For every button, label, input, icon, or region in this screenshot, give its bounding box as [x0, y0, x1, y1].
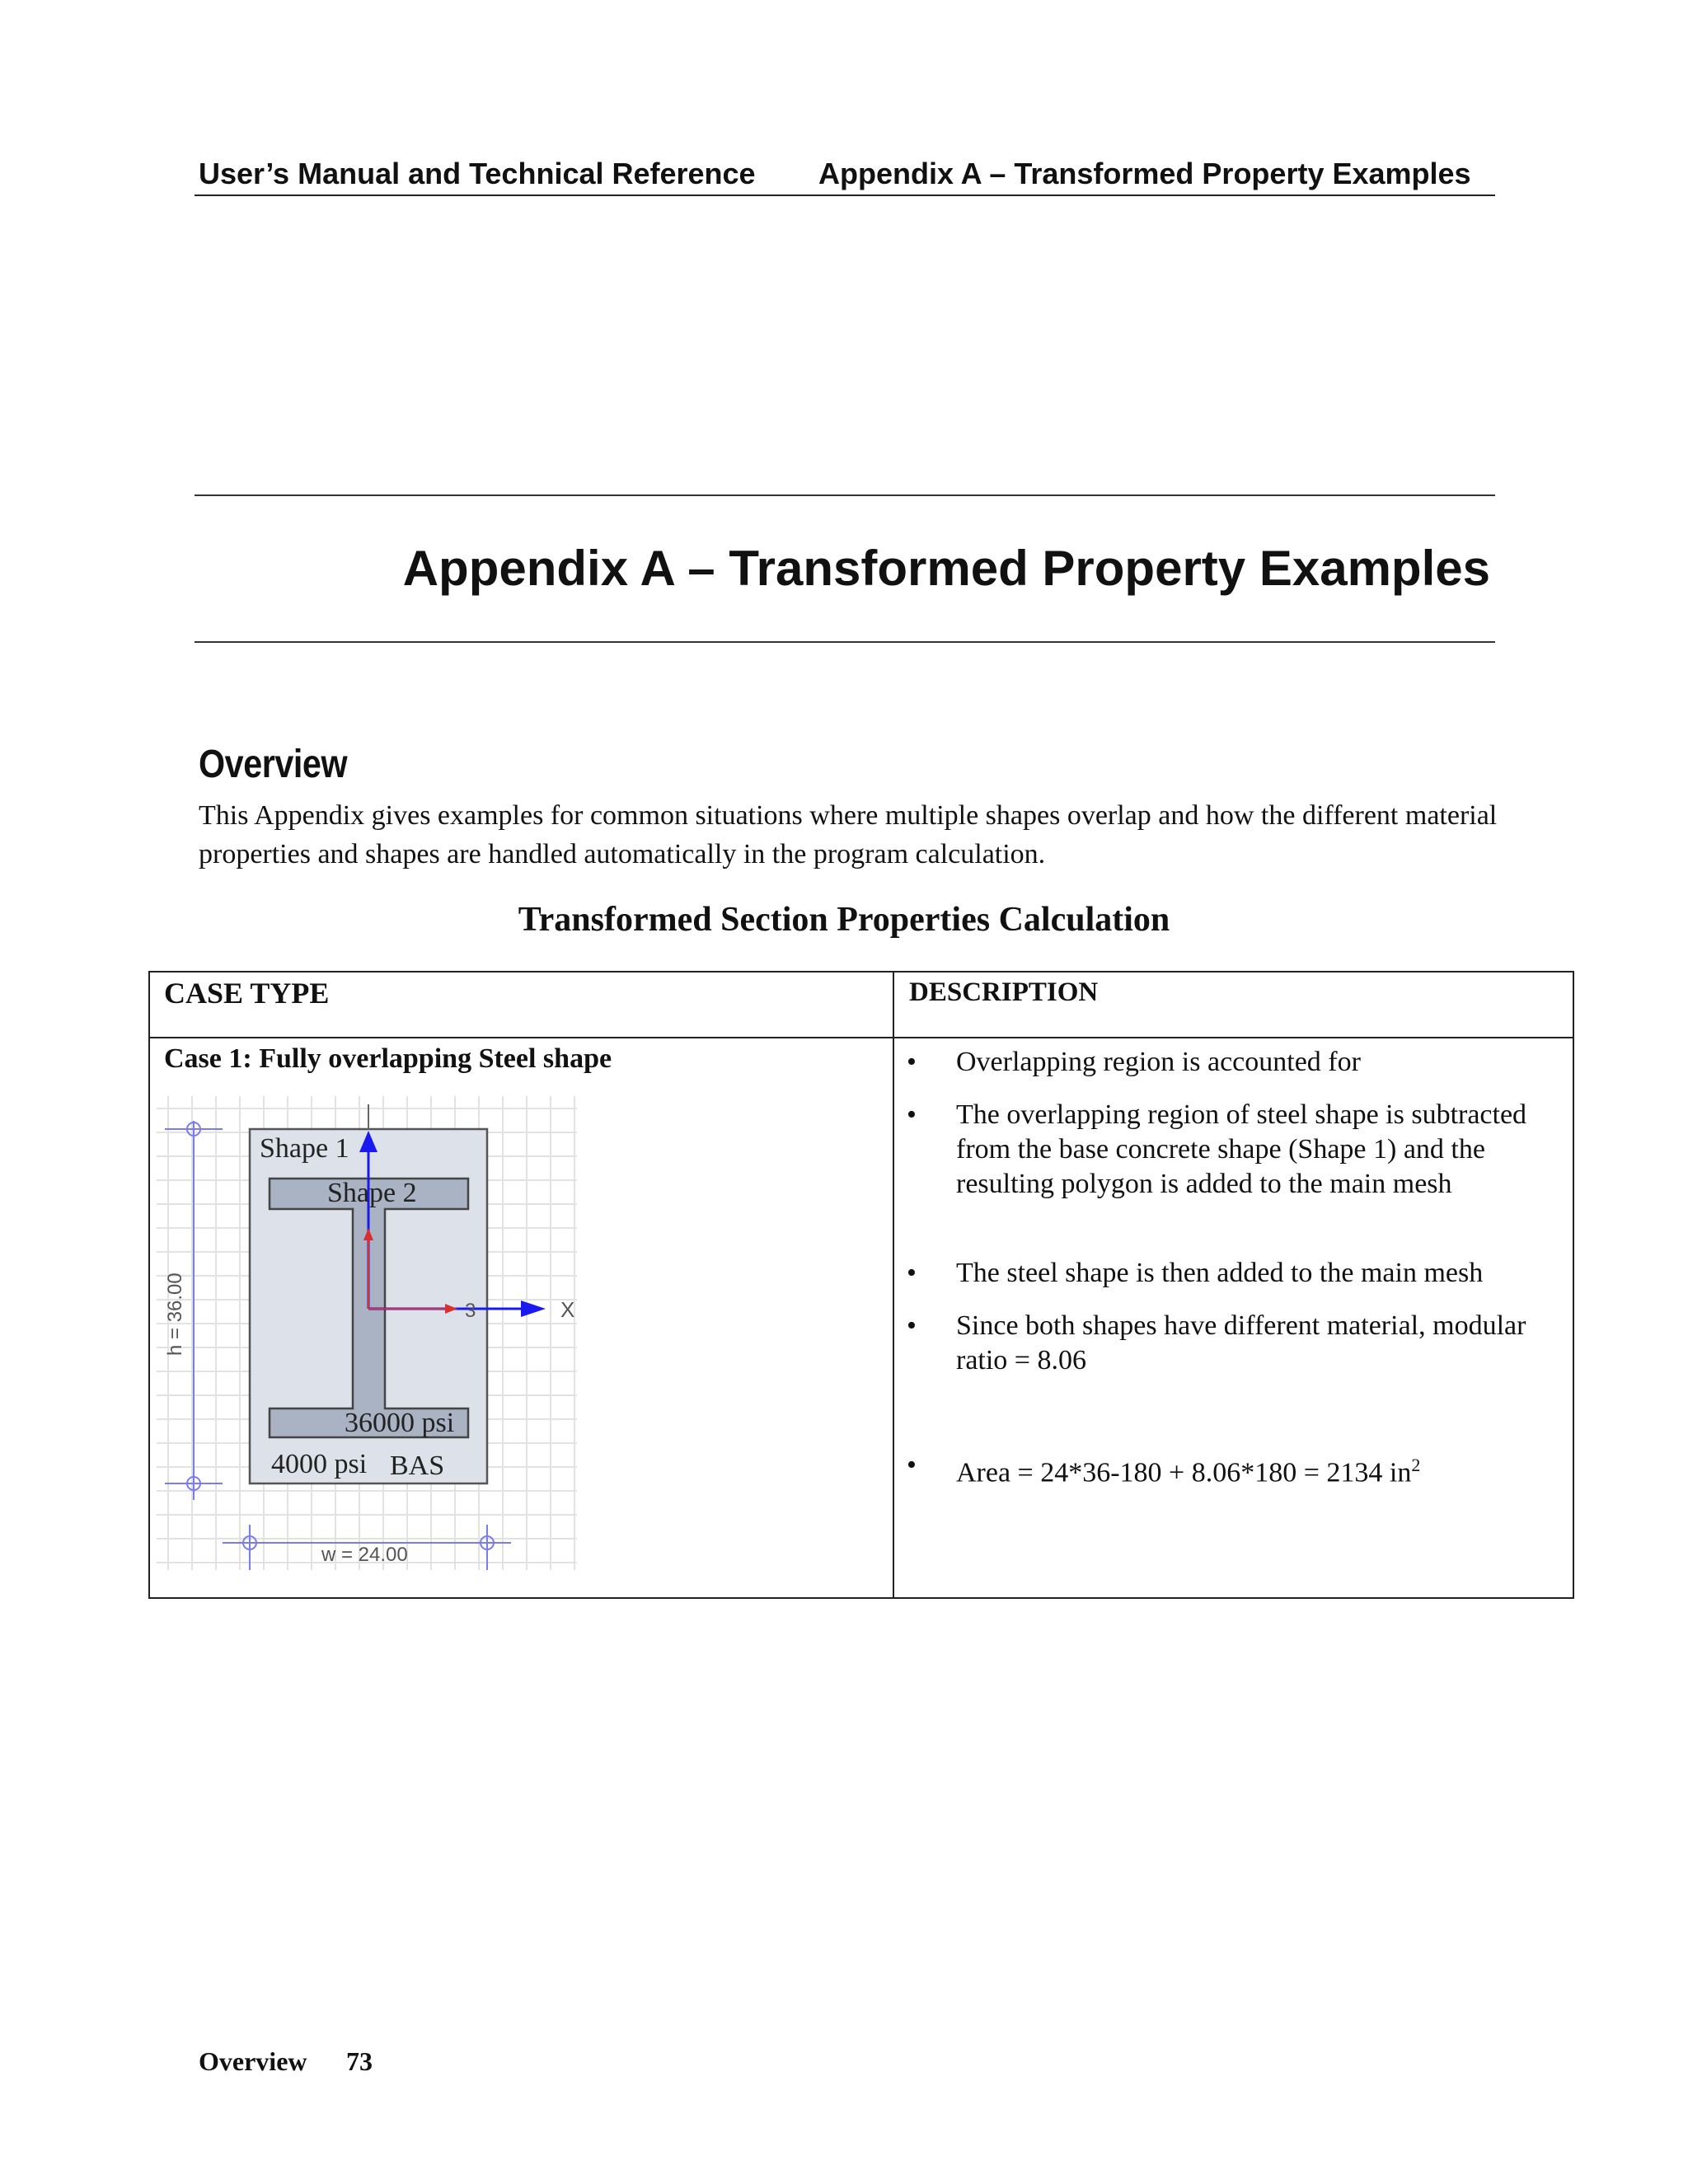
header-rule	[195, 194, 1495, 196]
bullet-dot: •	[907, 1047, 917, 1077]
bullet-2	[907, 1098, 1582, 1238]
bullet-dot: •	[907, 1258, 917, 1288]
title-rule-top	[195, 494, 1495, 496]
x-axis-label: X	[560, 1297, 575, 1322]
footer-page-number: 73	[346, 2046, 373, 2076]
width-label: w = 24.00	[321, 1544, 408, 1566]
page-title: Appendix A – Transformed Property Examples	[402, 541, 1490, 596]
steel-strength-label: 36000 psi	[345, 1408, 455, 1438]
header-case-type: CASE TYPE	[164, 977, 330, 1010]
x-axis-arrowhead	[521, 1301, 546, 1317]
footer-section: Overview	[199, 2046, 307, 2076]
bullet-text: Area = 24*36-180 + 8.06*180 = 2134 in	[956, 1457, 1412, 1488]
table-header-divider	[148, 1037, 1574, 1038]
bullet-dot: •	[907, 1310, 917, 1341]
height-label: h = 36.00	[164, 1272, 186, 1356]
bullet-1	[907, 1045, 1582, 1081]
superscript-2: 2	[1411, 1455, 1421, 1475]
bullet-dot: •	[907, 1450, 917, 1480]
running-header-left: User’s Manual and Technical Reference	[199, 157, 756, 190]
header-description: DESCRIPTION	[909, 977, 1099, 1007]
title-rule-bottom	[195, 641, 1495, 643]
bullet-text: The steel shape is then added to the main mesh	[956, 1258, 1484, 1288]
bullet-dot: •	[907, 1099, 917, 1130]
bullet-4	[907, 1309, 1582, 1383]
base-shape-label: BAS	[390, 1451, 445, 1481]
case-1-label: Case 1: Fully overlapping Steel shape	[164, 1043, 612, 1074]
bullet-text: Since both shapes have different material, modular ratio = 8.06	[956, 1310, 1526, 1376]
overview-heading: Overview	[199, 743, 348, 786]
overview-paragraph: This Appendix gives examples for common situations where multiple shapes overlap and how the different material properties and shapes are handled automatically in the program calculation.	[199, 800, 1498, 869]
table-column-divider	[893, 971, 894, 1599]
shape-2-label: Shape 2	[327, 1178, 417, 1208]
running-header-right: Appendix A – Transformed Property Examples	[818, 157, 1471, 190]
bullet-5	[907, 1448, 1582, 1488]
local-axis-3-label: 3	[465, 1300, 476, 1322]
section-figure	[157, 1096, 585, 1574]
shape-1-label: Shape 1	[260, 1133, 349, 1164]
bullet-3	[907, 1256, 1582, 1292]
bullet-text: The overlapping region of steel shape is subtracted from the base concrete shape (Shape 1) and the resulting polygon is added to the main mesh	[956, 1099, 1527, 1199]
concrete-strength-label: 4000 psi	[271, 1449, 368, 1479]
bullet-text: Overlapping region is accounted for	[956, 1047, 1361, 1077]
table-title: Transformed Section Properties Calculation	[518, 901, 1170, 939]
